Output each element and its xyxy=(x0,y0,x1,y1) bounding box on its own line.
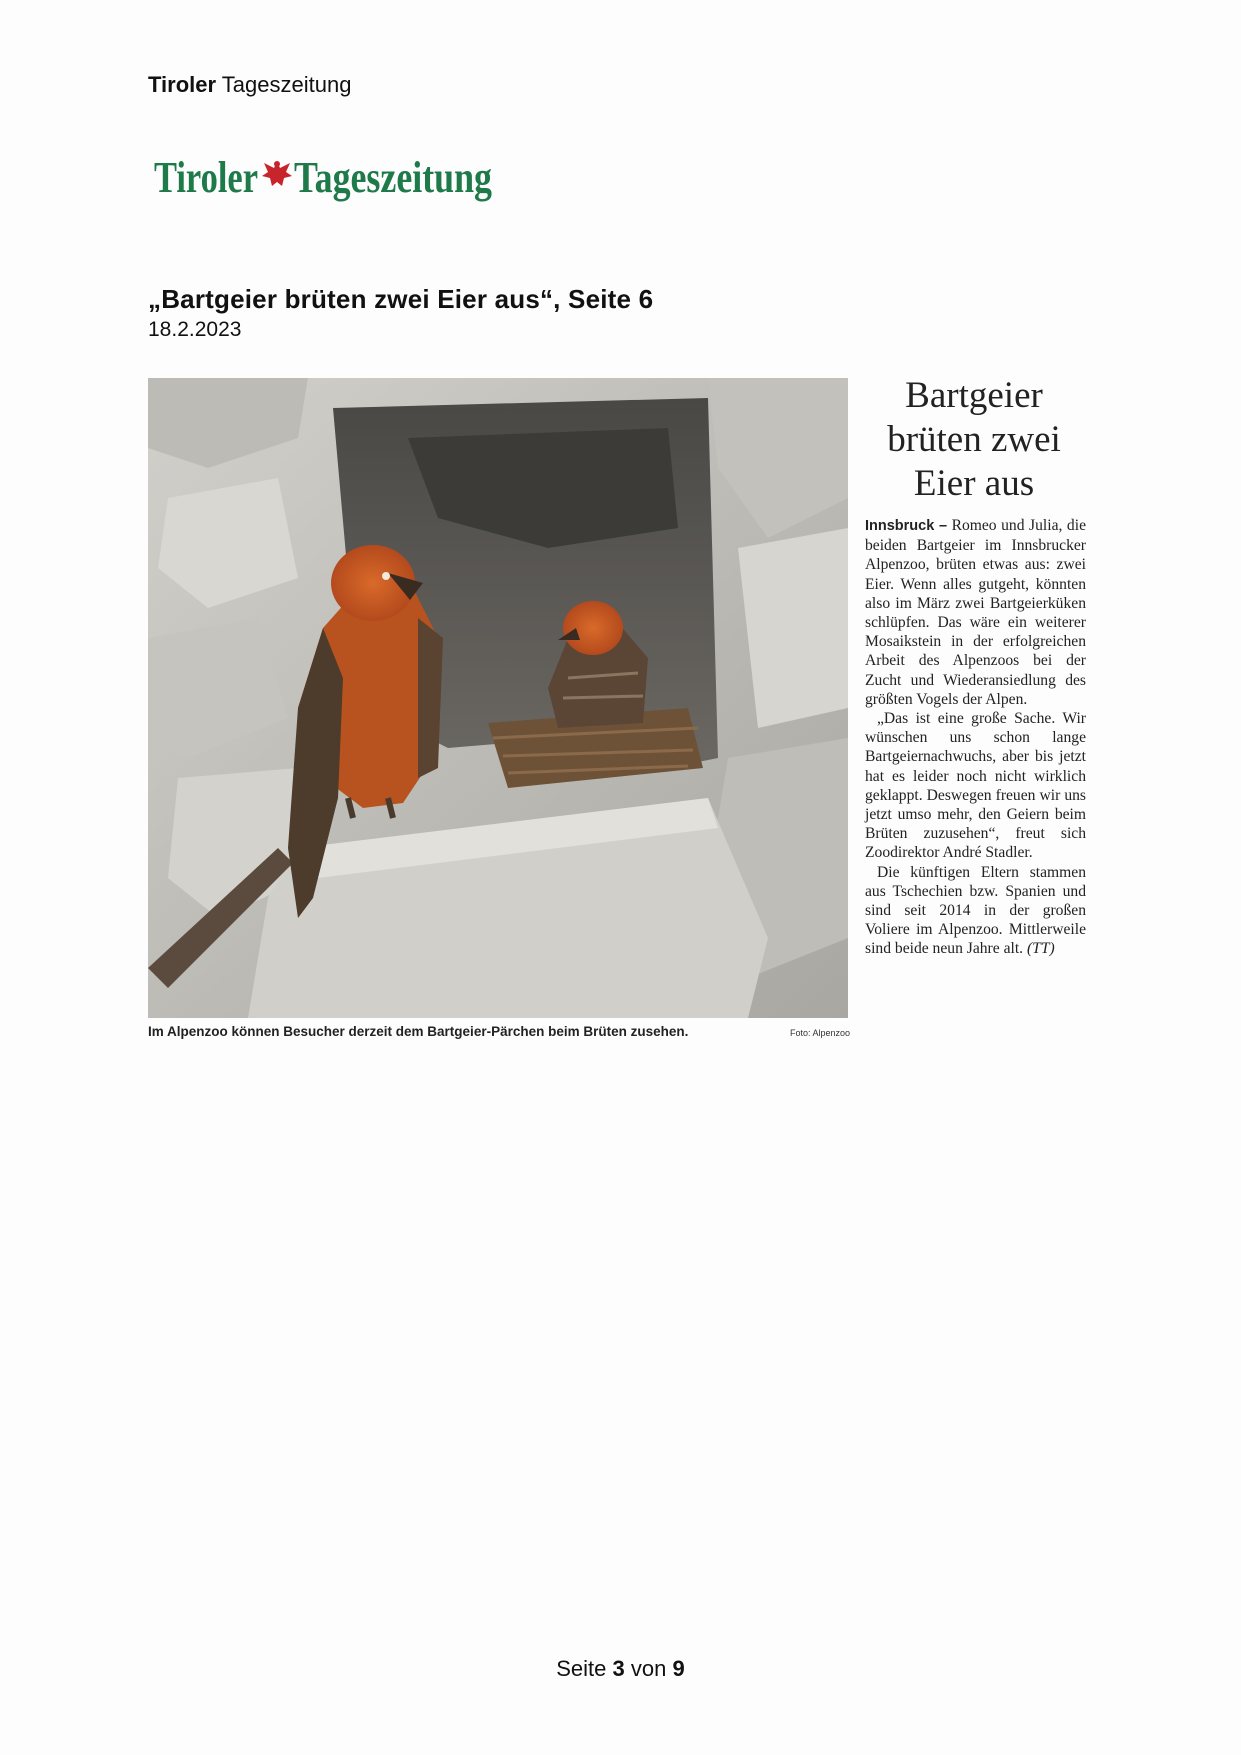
headline-line-3: Eier aus xyxy=(913,463,1035,504)
source-name-rest: Tageszeitung xyxy=(221,72,352,97)
paragraph-3-text: Die künftigen Eltern stammen aus Tschechien bzw. Spanien und sind seit 2014 in der großen Voliere im Alpenzoo. Mittlerweile sind beide neun Jahre alt. xyxy=(865,863,1086,958)
clipping-date: 18.2.2023 xyxy=(148,318,242,341)
bearded-vultures-photo xyxy=(148,378,848,1018)
logo-text-right: Tageszeitung xyxy=(294,153,492,202)
newspaper-logo-graphic xyxy=(154,148,494,206)
photo-caption: Im Alpenzoo können Besucher derzeit dem Bartgeier-Pärchen beim Brüten zusehen. xyxy=(148,1024,689,1039)
article-photo xyxy=(148,378,848,1018)
article-body xyxy=(865,516,1086,959)
page-number xyxy=(0,1656,1241,1682)
article-signature: (TT) xyxy=(1026,940,1055,958)
headline-line-1: Bartgeier xyxy=(905,375,1043,416)
article-paragraph-3 xyxy=(865,863,1086,959)
article-dateline: Innsbruck – xyxy=(865,518,948,534)
photo-credit: Foto: Alpenzoo xyxy=(790,1028,851,1038)
eagle-icon xyxy=(262,161,292,186)
article-headline xyxy=(858,374,1090,506)
paragraph-1-text: Romeo und Julia, die beiden Bartgeier im Innsbrucker Alpenzoo, brüten etwas aus: zwei Eier. Wenn alles gutgeht, könnten also im März zwei Bartgeierküken schlüpfen. Das wäre ein weiterer Mosaikstein in der erfolgreichen Arbeit des Alpenzoos bei der Zucht und Wiederansiedlung des größten Vogels der Alpen. xyxy=(865,517,1086,708)
current-page: 3 xyxy=(612,1656,625,1681)
headline-line-2: brüten zwei xyxy=(887,419,1061,460)
page-of-label: von xyxy=(630,1656,667,1681)
article-paragraph-2: „Das ist eine große Sache. Wir wünschen uns schon lange Bartgeiernachwuchs, aber bis jetzt hat es leider noch nicht wirklich geklappt. Deswegen freuen wir uns jetzt umso mehr, den Geiern beim Brüten zuzusehen“, freut sich Zoodirektor André Stadler. xyxy=(865,710,1086,862)
newspaper-logo xyxy=(154,148,494,206)
total-pages: 9 xyxy=(672,1656,685,1681)
logo-text-left: Tiroler xyxy=(154,153,258,202)
page-label: Seite xyxy=(556,1656,607,1681)
article-paragraph-1 xyxy=(865,516,1086,709)
source-name-bold: Tiroler xyxy=(148,72,217,97)
clipping-title: „Bartgeier brüten zwei Eier aus“, Seite 6 xyxy=(148,284,654,314)
source-line xyxy=(148,72,351,98)
